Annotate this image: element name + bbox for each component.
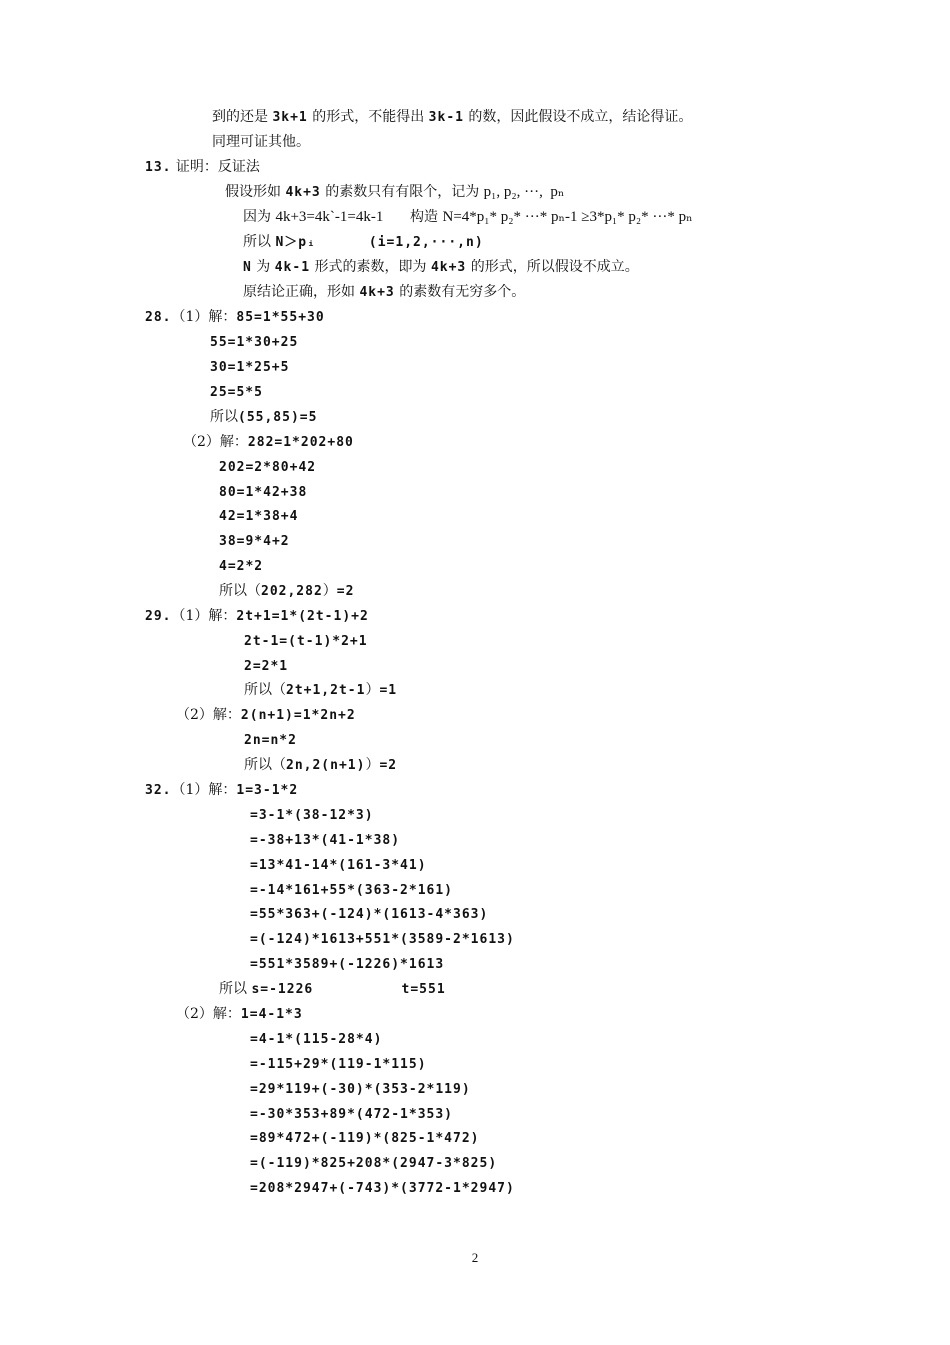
text-line — [212, 107, 692, 127]
text-line — [250, 830, 400, 850]
text-segment: s=-1226 t=551 — [251, 982, 446, 997]
text-line — [244, 755, 397, 775]
text-line — [145, 606, 369, 626]
text-line — [243, 232, 484, 252]
text-segment: (55,85)=5 — [238, 410, 318, 425]
text-line — [250, 805, 374, 825]
text-segment: 1=3-1*2 — [236, 783, 299, 798]
text-segment: =-14*161+55*(363-2*161) — [250, 883, 454, 898]
text-segment: （2）解： — [183, 434, 248, 450]
text-segment: 为 — [251, 259, 275, 275]
text-segment: （1）解： — [171, 309, 237, 325]
text-segment: 202,282 — [261, 584, 323, 599]
text-segment: 25=5*5 — [210, 385, 263, 400]
text-segment: 的形式，所以假设不成立。 — [466, 259, 639, 275]
text-segment: ） — [322, 583, 337, 599]
text-line — [250, 904, 488, 924]
text-segment: 到的还是 — [212, 109, 273, 125]
text-segment: 的素数有无穷多个。 — [394, 284, 526, 300]
text-segment: =13*41-14*(161-3*41) — [250, 858, 427, 873]
text-segment: 28. — [145, 310, 172, 325]
text-segment: 85=1*55+30 — [236, 310, 325, 325]
text-line — [250, 929, 515, 949]
text-line — [244, 631, 368, 651]
text-line — [244, 680, 397, 700]
text-segment: 42=1*38+4 — [219, 509, 299, 524]
text-segment: 282=1*202+80 — [247, 435, 354, 450]
text-line — [250, 1128, 480, 1148]
text-segment: N — [243, 260, 252, 275]
text-segment: 所以 — [210, 409, 238, 425]
text-segment: 4=2*2 — [219, 559, 264, 574]
text-segment: 所以（ — [244, 757, 286, 773]
text-line — [250, 1104, 453, 1124]
text-line — [250, 954, 444, 974]
text-line — [145, 307, 325, 327]
text-line — [219, 531, 290, 551]
text-segment: =551*3589+(-1226)*1613 — [250, 957, 445, 972]
text-segment: 32. — [145, 783, 172, 798]
text-segment: 2t-1=(t-1)*2+1 — [244, 634, 368, 649]
text-segment: 所以（ — [244, 682, 286, 698]
text-segment: 因为 — [243, 209, 276, 225]
text-line — [145, 157, 260, 177]
text-segment: N＞pᵢ (i=1,2,···,n) — [275, 235, 484, 250]
text-line — [219, 506, 298, 526]
text-segment: 原结论正确，形如 — [243, 284, 360, 300]
text-line — [250, 1153, 497, 1173]
text-line — [250, 880, 453, 900]
text-segment: 构造 — [383, 209, 443, 225]
text-segment: 38=9*4+2 — [219, 534, 290, 549]
text-line — [250, 1054, 427, 1074]
text-segment: 4k+3 — [285, 185, 321, 200]
text-line — [210, 332, 298, 352]
text-segment: =-30*353+89*(472-1*353) — [250, 1107, 454, 1122]
text-line — [219, 556, 263, 576]
text-segment: =-38+13*(41-1*38) — [250, 833, 401, 848]
text-segment: p₁, p₂, ···, pₙ — [483, 184, 565, 200]
text-line — [250, 1029, 382, 1049]
text-segment: 2n,2(n+1) — [286, 758, 366, 773]
text-segment: （1）解： — [171, 608, 237, 624]
text-segment: 所以 — [219, 981, 252, 997]
text-segment: 4k+3=4k`-1=4k-1 — [275, 209, 384, 225]
text-segment: 同理可证其他。 — [212, 134, 310, 150]
text-segment: 13. — [145, 160, 172, 175]
text-line — [219, 979, 446, 999]
text-line — [210, 382, 263, 402]
text-line — [176, 705, 356, 725]
text-segment: 4k-1 — [274, 260, 311, 275]
text-segment: 的数，因此假设不成立，结论得证。 — [463, 109, 693, 125]
text-line — [183, 432, 354, 452]
text-segment: 2t+1,2t-1 — [286, 683, 366, 698]
text-segment: =55*363+(-124)*(1613-4*363) — [250, 907, 489, 922]
text-segment: =(-124)*1613+551*(3589-2*1613) — [250, 932, 515, 947]
text-segment: 3k+1 — [272, 110, 308, 125]
text-segment: 4k+3 — [359, 285, 395, 300]
text-segment: =1 — [379, 683, 398, 698]
text-segment: 的素数只有有限个，记为 — [320, 184, 484, 200]
text-segment: 所以 — [243, 234, 276, 250]
page-number: 2 — [471, 1250, 479, 1265]
text-segment: 30=1*25+5 — [210, 360, 290, 375]
text-line — [244, 730, 297, 750]
text-segment: 所以（ — [219, 583, 261, 599]
text-line — [244, 656, 288, 676]
text-segment: 假设形如 — [225, 184, 286, 200]
text-line — [243, 257, 639, 277]
text-line — [250, 1178, 515, 1198]
text-segment: （2）解： — [176, 707, 241, 723]
text-segment: =208*2947+(-743)*(3772-1*2947) — [250, 1181, 515, 1196]
text-segment: 80=1*42+38 — [219, 485, 308, 500]
text-segment: 2=2*1 — [244, 659, 289, 674]
text-line — [225, 182, 564, 202]
text-segment: 的形式，不能得出 — [307, 109, 429, 125]
text-segment: =-115+29*(119-1*115) — [250, 1057, 427, 1072]
text-segment: 证明：反证法 — [171, 159, 260, 175]
text-line — [145, 780, 298, 800]
text-segment: =3-1*(38-12*3) — [250, 808, 374, 823]
text-segment: 4k+3 — [430, 260, 467, 275]
text-segment: （2）解： — [176, 1006, 241, 1022]
text-line — [176, 1004, 303, 1024]
text-segment: =4-1*(115-28*4) — [250, 1032, 383, 1047]
text-segment: =(-119)*825+208*(2947-3*825) — [250, 1156, 498, 1171]
text-segment: （1）解： — [171, 782, 237, 798]
text-line — [250, 855, 427, 875]
text-line — [243, 282, 525, 302]
text-segment: ） — [365, 682, 380, 698]
text-segment: 3k-1 — [428, 110, 464, 125]
text-segment: N=4*p₁* p₂* ···* pₙ-1 ≥3*p₁* p₂* ···* pₙ — [442, 209, 693, 225]
text-segment: 2(n+1)=1*2n+2 — [240, 708, 356, 723]
text-segment: 29. — [145, 609, 172, 624]
text-line — [210, 357, 289, 377]
text-segment: 1=4-1*3 — [240, 1007, 303, 1022]
text-line — [212, 132, 310, 152]
text-line — [219, 581, 354, 601]
text-segment: 2n=n*2 — [244, 733, 297, 748]
text-segment: 形式的素数，即为 — [310, 259, 431, 275]
text-line — [219, 482, 307, 502]
text-segment: =2 — [336, 584, 355, 599]
text-line — [210, 407, 317, 427]
text-line — [219, 457, 316, 477]
text-line — [250, 1079, 471, 1099]
text-segment: =89*472+(-119)*(825-1*472) — [250, 1131, 480, 1146]
text-segment: 55=1*30+25 — [210, 335, 299, 350]
text-segment: 202=2*80+42 — [219, 460, 317, 475]
text-segment: 2t+1=1*(2t-1)+2 — [236, 609, 369, 624]
text-segment: =29*119+(-30)*(353-2*119) — [250, 1082, 471, 1097]
text-segment: ） — [365, 757, 380, 773]
text-segment: =2 — [379, 758, 398, 773]
text-line — [243, 207, 693, 227]
